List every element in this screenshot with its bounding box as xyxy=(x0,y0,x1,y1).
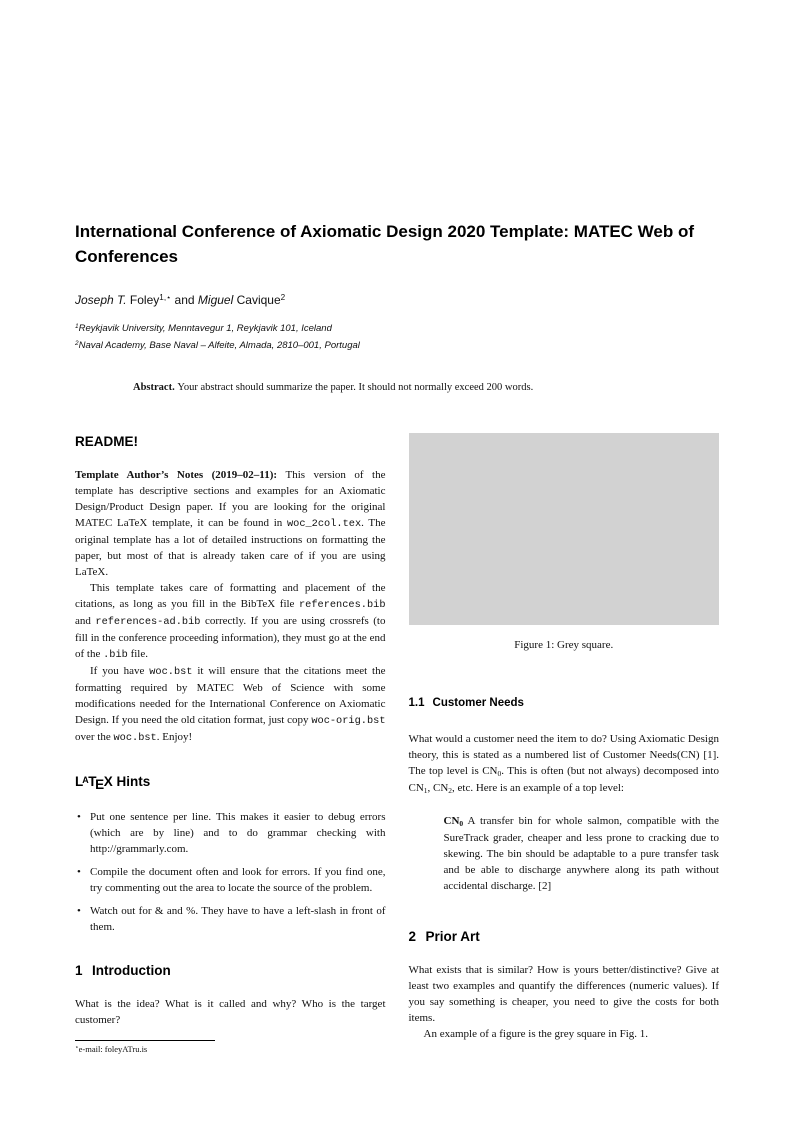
bullet-icon: • xyxy=(77,866,81,878)
readme-paragraph-2: This template takes care of formatting and placement of the citations, as long as you fill in the BibTeX file references.bib and references-ad.bib correctly. If you are using crossrefs (to fill in the conference proceeding information), they must go at the end of the .bib file. xyxy=(75,582,386,661)
latex-hints-heading: $L^ATEX$ Hints xyxy=(75,774,151,792)
bullet-icon: • xyxy=(77,905,81,917)
title-block xyxy=(75,219,719,395)
authors-line: Joseph T. Foley$^{1,⋆}$ and Miguel Cavique$^2$ xyxy=(75,293,286,307)
left-column xyxy=(75,433,386,1057)
customer-needs-paragraph: What would a customer need the item to do? Using Axiomatic Design theory, this is stated as a numbered list of Customer Needs(CN) [1]. The top level is CN0. This is often (but not always) decomposed into CN1, CN2, etc. Here is an example of a top level: xyxy=(408,733,719,795)
prior-art-heading: 2 Prior Art xyxy=(408,929,480,944)
footnote-rule xyxy=(75,1040,215,1041)
affiliations xyxy=(75,321,719,354)
cn0-block: CN0 A transfer bin for whole salmon, compatible with the SureTrack grader, cheaper and less prone to cracking due to skewing. The bin should be adaptable to a pure transfer task and be able to discharge anywhere along its path without accidental discharge. [2] xyxy=(443,815,719,892)
customer-needs-heading: 1.1 Customer Needs xyxy=(408,697,524,709)
introduction-paragraph: What is the idea? What is it called and why? Who is the target customer? xyxy=(75,998,386,1026)
affiliation-1: $^1$Reykjavik University, Menntavegur 1, Reykjavik 101, Iceland xyxy=(75,323,332,334)
bullet-icon: • xyxy=(77,811,81,823)
readme-paragraph-1: Template Author’s Notes (2019–02–11): This version of the template has descriptive sections and examples for an Axiomatic Design/Product Design paper. If you are looking for the original MATEC LaTeX template, it can be found in woc_2col.tex. The original template has a lot of detailed instructions on formatting the paper, but most of that is already taken care of if you are using LaTeX. xyxy=(75,469,386,578)
hint-item-3 xyxy=(75,903,386,935)
grey-square-image xyxy=(409,433,720,625)
two-column-body xyxy=(75,433,719,1057)
hint-item-text: Put one sentence per line. This makes it easier to debug errors (which are by line) and to do grammar checking with http://grammarly.com. xyxy=(90,811,386,855)
affiliation-2: $^2$Naval Academy, Base Naval – Alfeite, Almada, 2810–001, Portugal xyxy=(75,339,360,351)
readme-paragraph-3: If you have woc.bst it will ensure that the citations meet the formatting required by MATEC Web of Science with some modifications needed for the International Conference on Axiomatic Design. If you need the old citation format, just copy woc-orig.bst over the woc.bst. Enjoy! xyxy=(75,665,386,744)
hint-item-text: Watch out for & and %. They have to have a left-slash in front of them. xyxy=(90,905,386,933)
hint-item-text: Compile the document often and look for errors. If you find one, try commenting out the area to locate the source of the problem. xyxy=(90,866,386,894)
hint-item-2 xyxy=(75,864,386,896)
prior-art-paragraph-2: An example of a figure is the grey square in Fig. 1. xyxy=(423,1028,649,1040)
abstract: Abstract. Your abstract should summarize the paper. It should not normally exceed 200 words. xyxy=(133,382,534,393)
introduction-heading: 1 Introduction xyxy=(75,963,171,978)
paper-title: International Conference of Axiomatic Design 2020 Template: MATEC Web of Conferences xyxy=(75,222,695,266)
hints-list xyxy=(75,809,386,935)
figure-1 xyxy=(409,433,720,652)
prior-art-paragraph-1: What exists that is similar? How is yours better/distinctive? Give at least two examples and quantify the differences (numeric values). If you say something is cheaper, you need to give the costs for both items. xyxy=(408,964,719,1024)
right-column xyxy=(409,433,720,1042)
figure-1-caption: Figure 1: Grey square. xyxy=(514,639,614,651)
hint-item-1 xyxy=(75,809,386,857)
readme-heading: README! xyxy=(75,434,138,449)
footnote-email: ⋆e-mail: foleyATru.is xyxy=(75,1044,148,1054)
